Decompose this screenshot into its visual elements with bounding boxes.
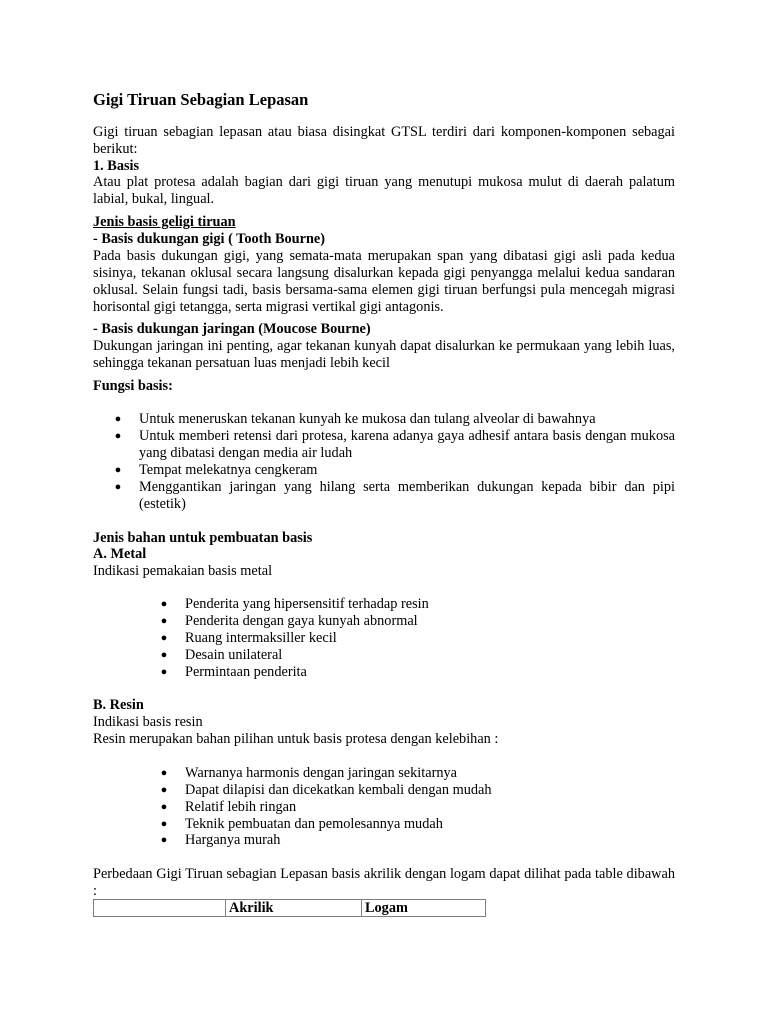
list-item-text: Warnanya harmonis dengan jaringan sekitarnya	[185, 765, 457, 781]
bullet-icon: ●	[160, 632, 168, 644]
resin-paragraph: Resin merupakan bahan pilihan untuk basis protesa dengan kelebihan :	[93, 731, 499, 747]
list-item-text: Harganya murah	[185, 832, 281, 848]
table-header-akrilik: Akrilik	[225, 900, 361, 917]
list-item-text: Dapat dilapisi dan dicekatkan kembali dengan mudah	[185, 782, 492, 798]
bullet-icon: ●	[160, 818, 168, 830]
metal-indikasi-text: Indikasi pemakaian basis metal	[93, 563, 273, 579]
list-item-text: Desain unilateral	[185, 647, 283, 663]
document-title: Gigi Tiruan Sebagian Lepasan	[93, 90, 309, 109]
bullet-icon: ●	[160, 666, 168, 678]
list-item-text: Menggantikan jaringan yang hilang serta memberikan dukungan kepada bibir dan pipi (estetik)	[139, 479, 675, 512]
bullet-icon: ●	[114, 413, 122, 425]
intro-paragraph: Gigi tiruan sebagian lepasan atau biasa disingkat GTSL terdiri dari komponen-komponen sebagai berikut:	[93, 124, 675, 157]
comparison-table	[93, 899, 486, 917]
tooth-bourne-paragraph: Pada basis dukungan gigi, yang semata-mata merupakan span yang dibatasi gigi asli pada kedua sisinya, tekanan oklusal secara langsung disalurkan kepada gigi penyangga melalui kedua sandaran oklusal. Selain fungsi tadi, basis bersama-sama elemen gigi tiruan berfungsi pula mencegah migrasi horisontal gigi tetangga, serta migrasi vertikal gigi antagonis.	[93, 248, 675, 315]
list-item-text: Penderita dengan gaya kunyah abnormal	[185, 613, 418, 629]
table-intro-paragraph: Perbedaan Gigi Tiruan sebagian Lepasan basis akrilik dengan logam dapat dilihat pada table dibawah :	[93, 866, 675, 899]
list-item-text: Tempat melekatnya cengkeram	[139, 462, 318, 478]
bullet-icon: ●	[160, 834, 168, 846]
resin-heading: B. Resin	[93, 697, 144, 713]
list-item-text: Relatif lebih ringan	[185, 799, 297, 815]
fungsi-basis-heading: Fungsi basis:	[93, 378, 173, 394]
bullet-icon: ●	[160, 767, 168, 779]
basis-heading: 1. Basis	[93, 158, 140, 174]
bullet-icon: ●	[114, 464, 122, 476]
bullet-icon: ●	[114, 481, 122, 493]
list-item-text: Permintaan penderita	[185, 664, 307, 680]
metal-heading: A. Metal	[93, 546, 147, 562]
list-item-text: Penderita yang hipersensitif terhadap resin	[185, 596, 429, 612]
list-item-text: Teknik pembuatan dan pemolesannya mudah	[185, 816, 443, 832]
resin-indikasi-text: Indikasi basis resin	[93, 714, 203, 730]
mucose-bourne-heading: - Basis dukungan jaringan (Moucose Bourne)	[93, 321, 371, 337]
list-item-text: Ruang intermaksiller kecil	[185, 630, 337, 646]
bullet-icon: ●	[160, 615, 168, 627]
list-item-text: Untuk meneruskan tekanan kunyah ke mukosa dan tulang alveolar di bawahnya	[139, 411, 596, 427]
bullet-icon: ●	[160, 649, 168, 661]
bullet-icon: ●	[160, 598, 168, 610]
list-item-text: Untuk memberi retensi dari protesa, karena adanya gaya adhesif antara basis dengan mukosa yang dibatasi dengan media air ludah	[139, 428, 675, 461]
tooth-bourne-heading: - Basis dukungan gigi ( Tooth Bourne)	[93, 231, 326, 247]
bullet-icon: ●	[160, 784, 168, 796]
jenis-basis-heading: Jenis basis geligi tiruan	[93, 214, 236, 230]
document-page	[93, 0, 675, 1024]
table-header-cell	[94, 900, 225, 917]
bullet-icon: ●	[114, 430, 122, 442]
bahan-basis-heading: Jenis bahan untuk pembuatan basis	[93, 530, 313, 546]
bullet-icon: ●	[160, 801, 168, 813]
mucose-bourne-paragraph: Dukungan jaringan ini penting, agar tekanan kunyah dapat disalurkan ke permukaan yang lebih luas, sehingga tekanan persatuan luas menjadi lebih kecil	[93, 338, 675, 371]
table-header-logam: Logam	[361, 900, 485, 917]
basis-paragraph: Atau plat protesa adalah bagian dari gigi tiruan yang menutupi mukosa mulut di daerah palatum labial, bukal, lingual.	[93, 174, 675, 207]
